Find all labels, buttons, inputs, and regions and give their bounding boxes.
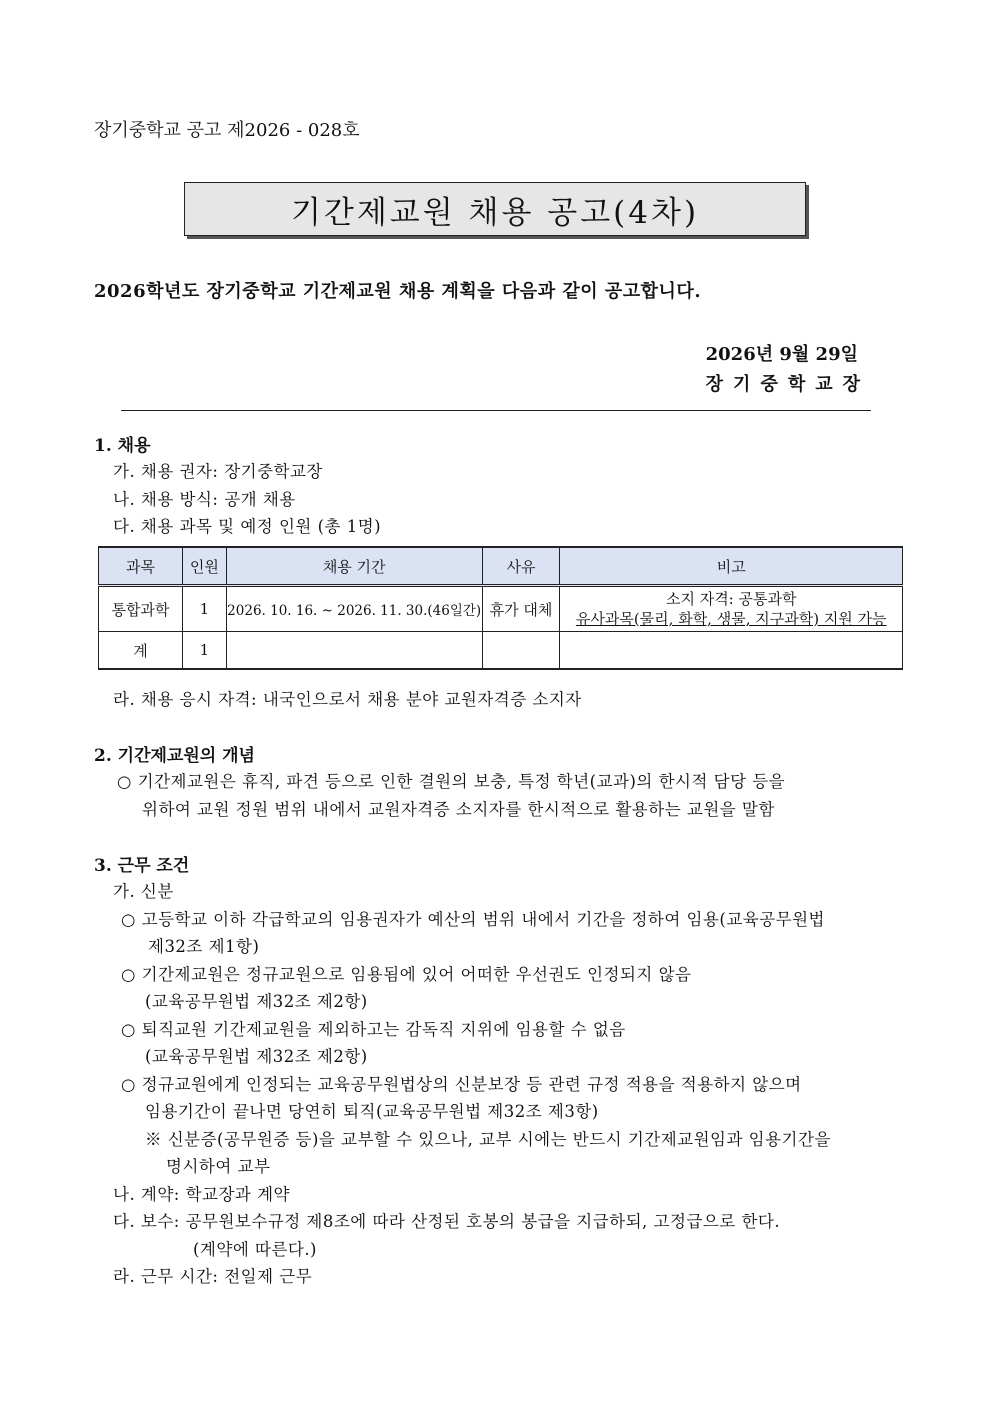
note-similar-subjects: 유사과목(물리, 화학, 생물, 지구과학) 지원 가능 bbox=[575, 610, 887, 628]
header-count: 인원 bbox=[182, 547, 226, 586]
intro-text: 2026학년도 장기중학교 기간제교원 채용 계획을 다음과 같이 공고합니다. bbox=[94, 281, 702, 302]
note-line-1: ※ 신분증(공무원증 등)을 교부할 수 있으나, 교부 시에는 반드시 기간제교원임과 임용기간을 bbox=[145, 1130, 831, 1149]
section-1-item-da: 다. 채용 과목 및 예정 인원 (총 1명) bbox=[113, 517, 382, 536]
section-2-line-2: 위하여 교원 정원 범위 내에서 교원자격증 소지자를 한시적으로 활용하는 교원을 말함 bbox=[142, 800, 775, 819]
table-row bbox=[99, 586, 903, 632]
section-2-line-1: ○ 기간제교원은 휴직, 파견 등으로 인한 결원의 보충, 특정 학년(교과)의 한시적 담당 등을 bbox=[117, 772, 786, 791]
recruitment-table bbox=[98, 546, 903, 670]
page-title: 기간제교원 채용 공고(4차) bbox=[290, 194, 700, 231]
cell-count: 1 bbox=[182, 586, 226, 632]
bullet-2-line-1: ○ 기간제교원은 정규교원으로 임용됨에 있어 어떠한 우선권도 인정되지 않음 bbox=[121, 965, 692, 984]
bullet-3-line-2: (교육공무원법 제32조 제2항) bbox=[145, 1047, 368, 1066]
header-subject: 과목 bbox=[99, 547, 183, 586]
cell-note bbox=[560, 586, 903, 632]
table-header-row bbox=[99, 547, 903, 586]
note-qualification: 소지 자격: 공통과학 bbox=[665, 590, 797, 608]
cell-empty bbox=[482, 632, 560, 670]
bullet-1-line-1: ○ 고등학교 이하 각급학교의 임용권자가 예산의 범위 내에서 기간을 정하여 임용(교육공무원법 bbox=[121, 910, 825, 929]
notice-number: 장기중학교 공고 제2026 - 028호 bbox=[94, 120, 360, 141]
cell-reason: 휴가 대체 bbox=[482, 586, 560, 632]
bullet-1-line-2: 제32조 제1항) bbox=[148, 937, 260, 956]
table-total-row bbox=[99, 632, 903, 670]
notice-date: 2026년 9월 29일 bbox=[705, 344, 858, 365]
section-1-item-na: 나. 채용 방식: 공개 채용 bbox=[113, 490, 296, 509]
bullet-4-line-1: ○ 정규교원에게 인정되는 교육공무원법상의 신분보장 등 관련 규정 적용을 적용하지 않으며 bbox=[121, 1075, 802, 1094]
cell-total-label: 계 bbox=[99, 632, 183, 670]
header-period: 채용 기간 bbox=[226, 547, 482, 586]
header-reason: 사유 bbox=[482, 547, 560, 586]
divider bbox=[121, 410, 871, 411]
header-note: 비고 bbox=[560, 547, 903, 586]
section-3-item-da-line-1: 다. 보수: 공무원보수규정 제8조에 따라 산정된 호봉의 봉급을 지급하되, 고정급으로 한다. bbox=[113, 1212, 781, 1231]
title-box bbox=[184, 182, 806, 236]
note-line-2: 명시하여 교부 bbox=[166, 1157, 271, 1176]
cell-total-count: 1 bbox=[182, 632, 226, 670]
section-3-item-ra: 라. 근무 시간: 전일제 근무 bbox=[113, 1267, 313, 1286]
section-3-item-da-line-2: (계약에 따른다.) bbox=[193, 1240, 317, 1259]
cell-period: 2026. 10. 16. ~ 2026. 11. 30.(46일간) bbox=[226, 586, 482, 632]
section-2-heading: 2. 기간제교원의 개념 bbox=[94, 746, 255, 766]
cell-subject: 통합과학 bbox=[99, 586, 183, 632]
bullet-2-line-2: (교육공무원법 제32조 제2항) bbox=[145, 992, 368, 1011]
section-1-item-ga: 가. 채용 권자: 장기중학교장 bbox=[113, 462, 323, 481]
section-1-item-ra: 라. 채용 응시 자격: 내국인으로서 채용 분야 교원자격증 소지자 bbox=[113, 690, 582, 709]
section-3-item-na: 나. 계약: 학교장과 계약 bbox=[113, 1185, 290, 1204]
cell-empty bbox=[226, 632, 482, 670]
section-1-heading: 1. 채용 bbox=[94, 436, 151, 456]
signer: 장기중학교장 bbox=[705, 374, 870, 395]
section-3-item-ga: 가. 신분 bbox=[113, 882, 174, 901]
bullet-3-line-1: ○ 퇴직교원 기간제교원을 제외하고는 감독직 지위에 임용할 수 없음 bbox=[121, 1020, 626, 1039]
bullet-4-line-2: 임용기간이 끝나면 당연히 퇴직(교육공무원법 제32조 제3항) bbox=[145, 1102, 599, 1121]
section-3-heading: 3. 근무 조건 bbox=[94, 856, 190, 876]
cell-empty bbox=[560, 632, 903, 670]
